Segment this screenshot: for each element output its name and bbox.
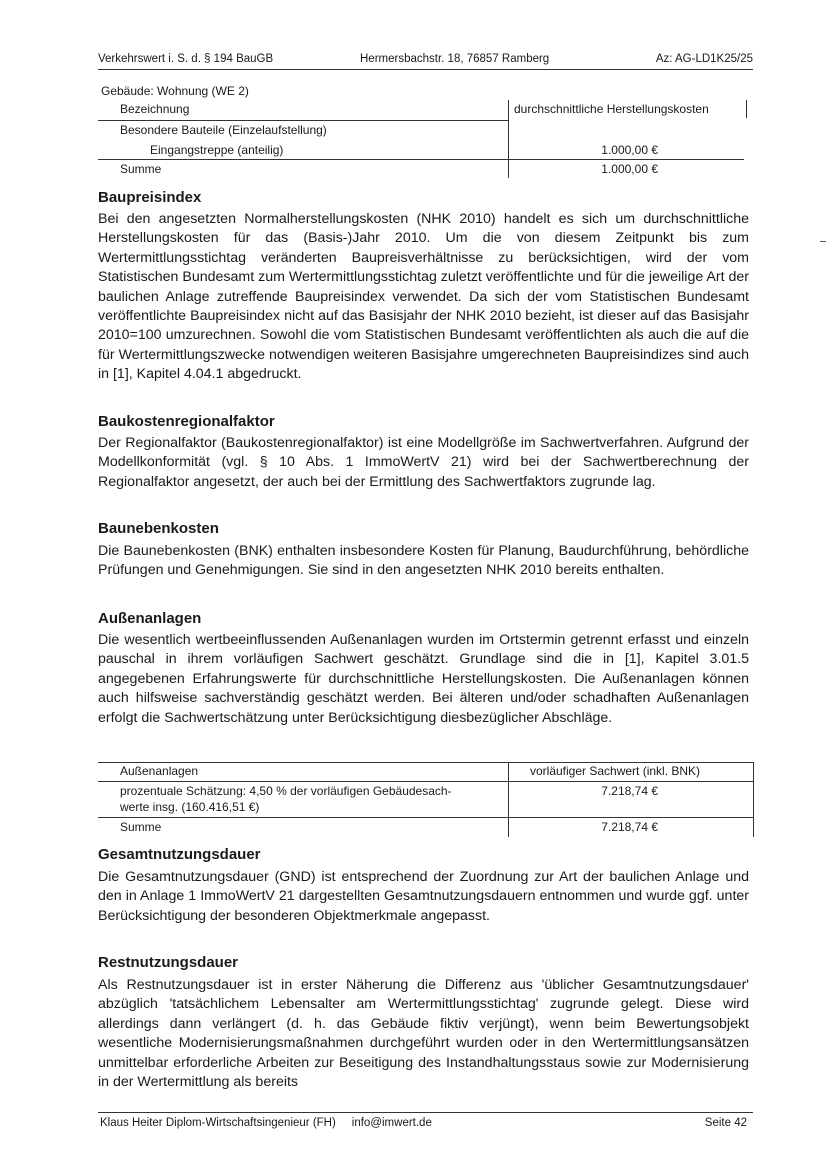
outdoor-item-label-line1: prozentuale Schätzung: 4,50 % der vorläufigen Gebäudesach- xyxy=(120,784,452,798)
table-rule xyxy=(98,817,753,818)
item-label: Eingangstreppe (anteilig) xyxy=(150,143,284,157)
paragraph-restnutzungsdauer: Als Restnutzungsdauer ist in erster Näherung die Differenz aus 'üblicher Gesamtnutzungsdauer' abzüglich 'tatsächlichem Lebensalter am Wertermittlungsstichtag' zugrunde gelegt. Diese wird allerdings dann verlängert (d. h. das Gebäude fiktiv verjüngt), wenn beim Bewertungsobjekt wesentliche Modernisierungsmaßnahmen durchgeführt wurden oder in den Wertermittlungsansätzen unmittelbar erforderliche Arbeiten zur Beseitigung des Instandhaltungsstaus sowie zur Modernisierung in der Wertermittlung als bereits xyxy=(98,977,749,1091)
table-column-divider xyxy=(508,762,509,837)
heading-aussenanlagen: Außenanlagen xyxy=(98,610,202,627)
group-label: Besondere Bauteile (Einzelaufstellung) xyxy=(120,123,327,137)
outdoor-item-value: 7.218,74 € xyxy=(601,784,658,798)
heading-baunebenkosten: Baunebenkosten xyxy=(98,520,219,537)
building-table-caption: Gebäude: Wohnung (WE 2) xyxy=(101,84,249,98)
header-address: Hermersbachstr. 18, 76857 Ramberg xyxy=(360,53,550,65)
table-rule xyxy=(98,781,753,782)
paragraph-baunebenkosten: Die Baunebenkosten (BNK) enthalten insbesondere Kosten für Planung, Baudurchführung, behördliche Prüfungen und Genehmigungen. Sie sind in den angesetzten NHK 2010 bereits enthalten. xyxy=(98,543,749,579)
outdoor-item-label-line2: werte insg. (160.416,51 €) xyxy=(120,800,260,814)
sum-value: 1.000,00 € xyxy=(601,162,658,176)
table-column-divider xyxy=(753,762,754,837)
heading-restnutzungsdauer: Restnutzungsdauer xyxy=(98,954,239,971)
table-rule xyxy=(98,762,753,763)
paragraph-gesamtnutzungsdauer: Die Gesamtnutzungsdauer (GND) ist entsprechend der Zuordnung zur Art der baulichen Anlage und den in Anlage 1 ImmoWertV 21 dargestellten Gesamtnutzungsdauern entnommen und wurde ggf. unter Berücksichtigung der besonderen Objektmerkmale angepasst. xyxy=(98,869,749,924)
page-footer xyxy=(98,1112,753,1131)
footer-author-contact: Klaus Heiter Diplom-Wirtschaftsingenieur (FH) info@imwert.de xyxy=(100,1117,432,1129)
paragraph-aussenanlagen: Die wesentlich wertbeeinflussenden Außenanlagen wurden im Ortstermin getrennt erfasst und einzeln pauschal in ihrem vorläufigen Sachwert geschätzt. Grundlage sind die in [1], Kapitel 3.01.5 angegebenen Erfahrungswerte für durchschnittliche Herstellungskosten. Die Außenanlagen können auch hilfsweise sachverständig geschätzt werden. Bei älteren und/oder schadhaften Außenanlagen erfolgt die Sachwertschätzung unter Berücksichtigung diesbezüglicher Abschläge. xyxy=(98,632,749,726)
col-header-provisional-value: vorläufiger Sachwert (inkl. BNK) xyxy=(530,764,701,778)
header-legal-basis: Verkehrswert i. S. d. § 194 BauGB xyxy=(98,53,274,65)
outdoor-sum-label: Summe xyxy=(120,820,162,834)
item-value: 1.000,00 € xyxy=(601,143,658,157)
heading-gesamtnutzungsdauer: Gesamtnutzungsdauer xyxy=(98,846,261,863)
sum-label: Summe xyxy=(120,162,162,176)
heading-baupreisindex: Baupreisindex xyxy=(98,189,202,206)
col-header-outdoor: Außenanlagen xyxy=(120,764,199,778)
paragraph-regionalfaktor: Der Regionalfaktor (Baukostenregionalfaktor) ist eine Modellgröße im Sachwertverfahren. Aufgrund der Modellkonformität (vgl. § 10 Abs. 1 ImmoWertV 21) wird bei der Sachwertberechnung der Regionalfaktor angesetzt, der auch bei der Ermittlung des Sachwertfaktors zugrunde lag. xyxy=(98,435,749,490)
scan-mark xyxy=(820,241,826,242)
footer-page-number: Seite 42 xyxy=(704,1117,747,1129)
heading-regionalfaktor: Baukostenregionalfaktor xyxy=(98,413,275,430)
header-file-reference: Az: AG-LD1K25/25 xyxy=(655,53,753,65)
col-header-designation: Bezeichnung xyxy=(120,102,190,116)
paragraph-baupreisindex: Bei den angesetzten Normalherstellungskosten (NHK 2010) handelt es sich um durchschnittliche Herstellungskosten für das (Basis-)Jahr 2010. Um die von diesem Zeitpunkt bis zum Wertermittlungsstichtag veränderten Baupreisverhältnisse zu berücksichtigen, wird der vom Statistischen Bundesamt zum Wertermittlungsstichtag zuletzt veröffentlichte und für die jeweilige Art der baulichen Anlage zutreffende Baupreisindex verwendet. Da sich der vom Statistischen Bundesamt veröffentlichte Baupreisindex nicht auf das Basisjahr der NHK 2010 bezieht, ist dieser auf das Basisjahr 2010=100 umzurechnen. Sowohl die vom Statistischen Bundesamt veröffentlichten als auch die auf die für Wertermittlungszwecke notwendigen weiteren Basisjahre umgerechneten Baupreisindizes sind auch in [1], Kapitel 4.04.1 abgedruckt. xyxy=(98,211,749,383)
col-header-avg-cost: durchschnittliche Herstellungskosten xyxy=(514,102,709,116)
outdoor-sum-value: 7.218,74 € xyxy=(601,820,658,834)
